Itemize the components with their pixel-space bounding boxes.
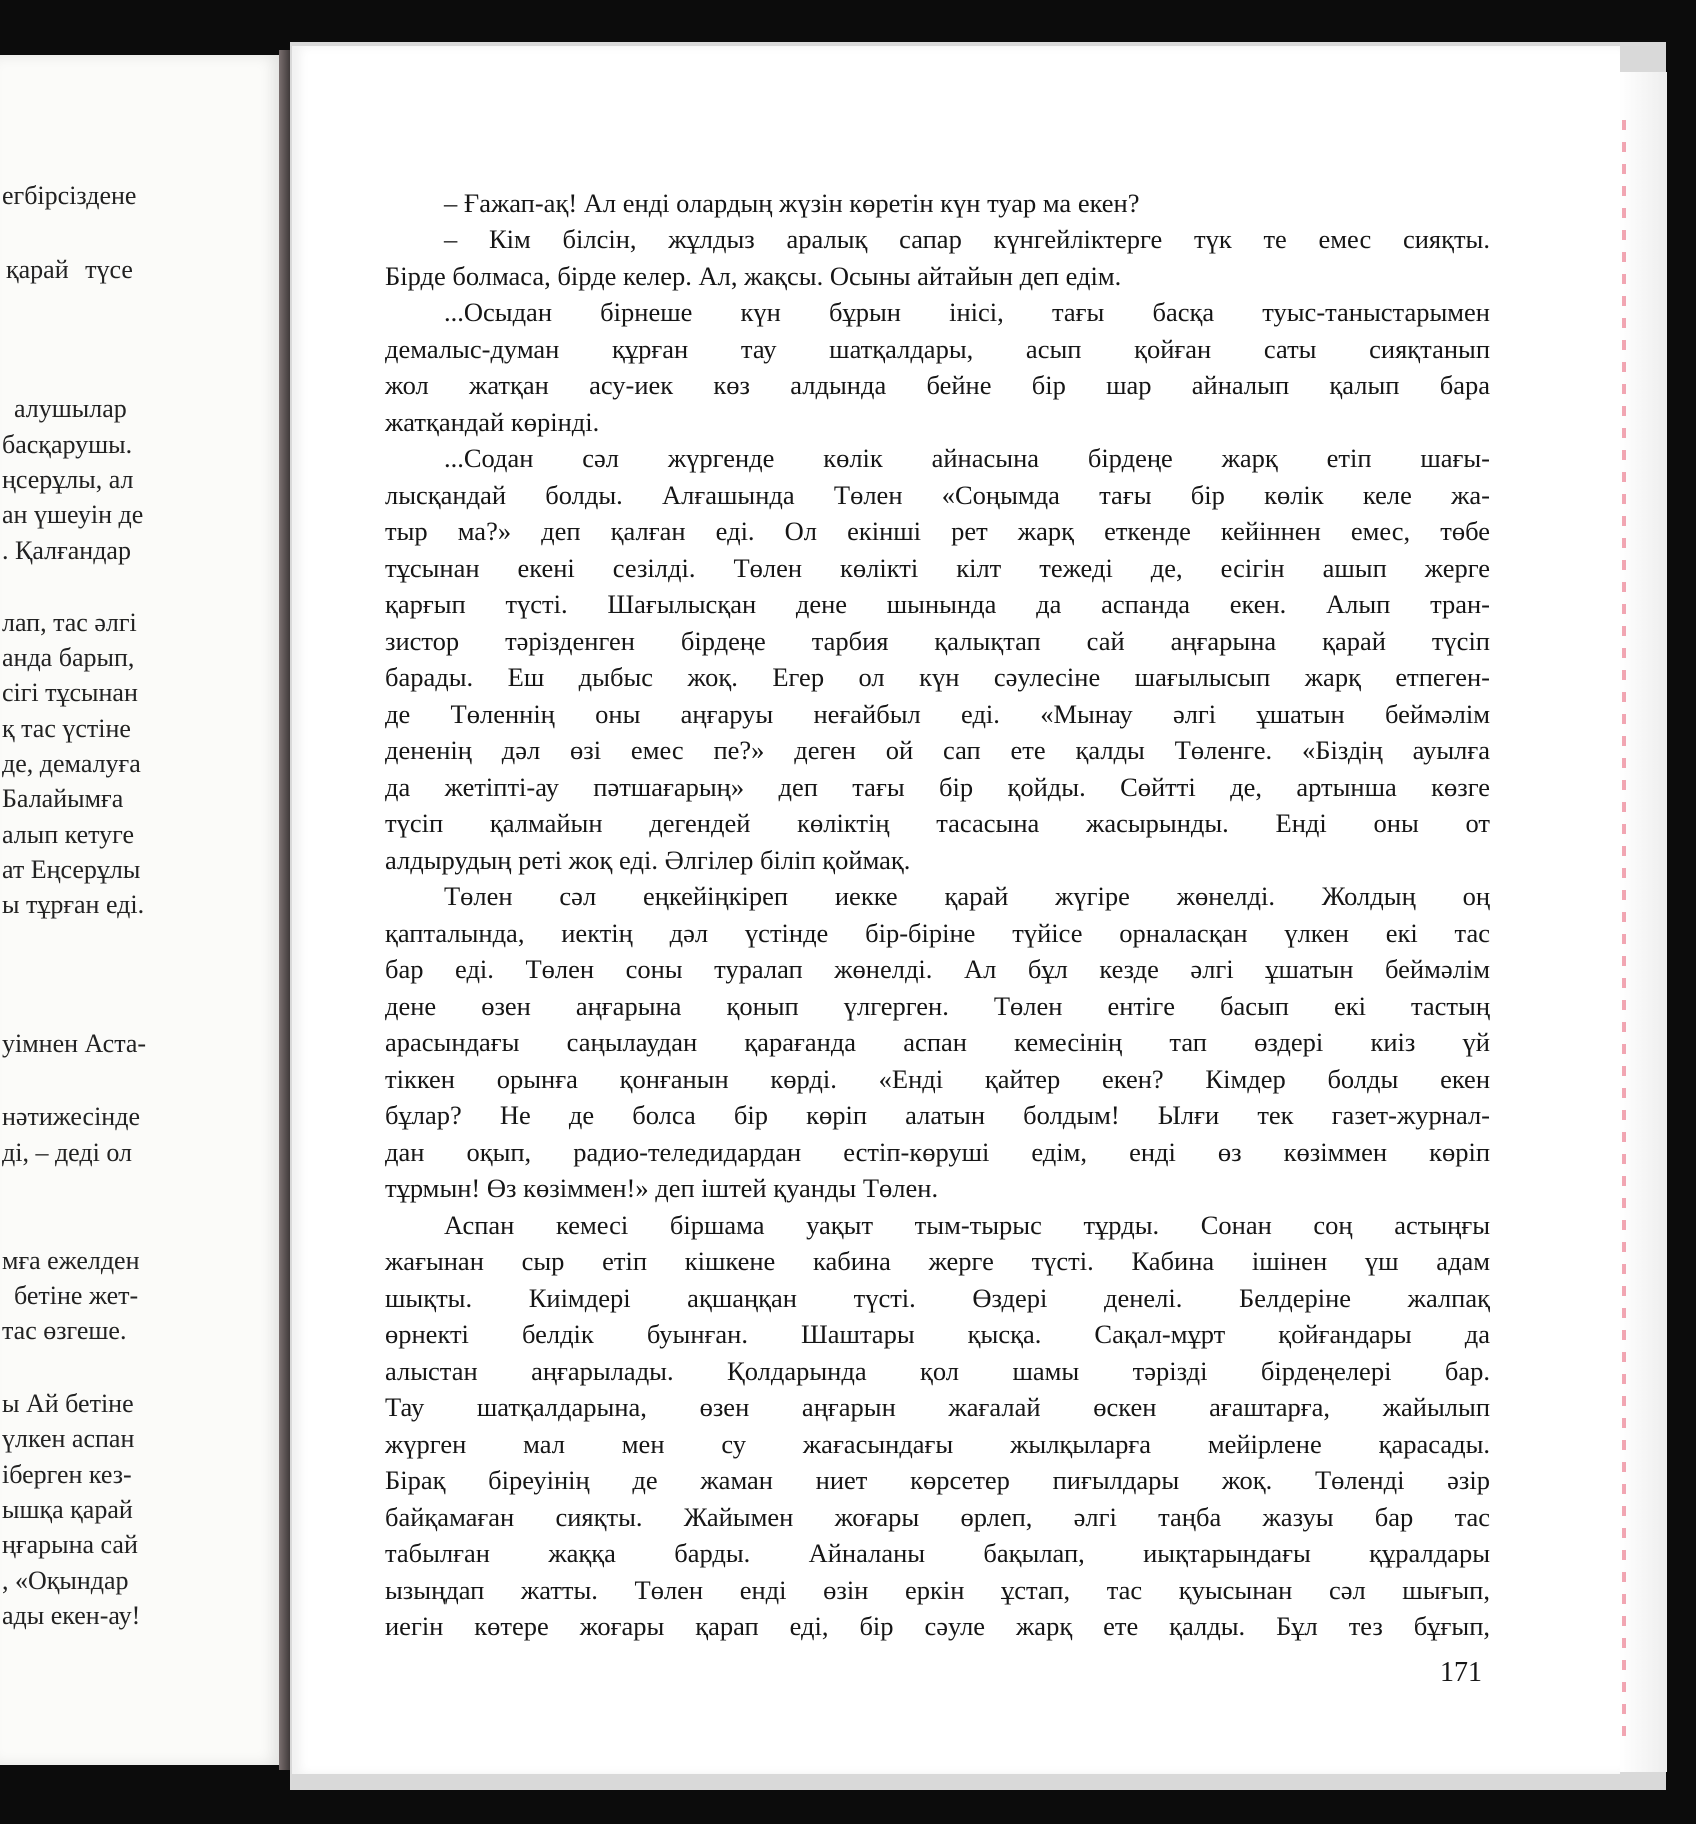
- left-line: ді, – деді ол: [2, 1138, 132, 1167]
- left-line: де, демалуға: [2, 749, 141, 778]
- body-line: қарғып түсті. Шағылысқан дене шынында да аспанда екен. Алып тран-: [385, 589, 1490, 619]
- left-line: анда барып,: [2, 643, 135, 672]
- body-line: демалыс-думан құрған тау шатқалдары, асып қойған саты сияқтанып: [385, 334, 1490, 364]
- body-line: – Ғажап-ақ! Ал енді олардың жүзін көретін күн туар ма екен?: [444, 188, 1140, 218]
- body-line: Бірақ біреуінің де жаман ниет көрсетер пиғылдары жоқ. Төленді әзір: [385, 1465, 1490, 1495]
- left-line: ан үшеуін де: [2, 500, 144, 529]
- body-line: жол жатқан асу-иек көз алдында бейне бір шар айналып қалып бара: [385, 370, 1490, 400]
- left-line: ы тұрған еді.: [2, 890, 145, 919]
- left-line: . Қалғандар: [2, 536, 131, 565]
- body-line: Аспан кемесі біршама уақыт тым-тырыс тұрды. Сонан соң астыңғы: [444, 1210, 1490, 1240]
- left-line: уімнен Аста-: [2, 1029, 147, 1058]
- body-line: алыстан аңғарылады. Қолдарында қол шамы тәрізді бірдеңелері бар.: [385, 1356, 1490, 1386]
- body-line: Бірде болмаса, бірде келер. Ал, жақсы. Осыны айтайын деп едім.: [385, 261, 1122, 291]
- left-line: , «Оқындар: [2, 1566, 129, 1595]
- body-line: иегін көтере жоғары қарап еді, бір сәуле жарқ ете қалды. Бұл тез бұғып,: [385, 1611, 1490, 1641]
- body-line: Төлен сәл еңкейіңкіреп иекке қарай жүгіре жөнелді. Жолдың оң: [444, 881, 1490, 911]
- left-line: ңсерұлы, ал: [2, 465, 134, 494]
- left-line: нәтижесінде: [2, 1102, 140, 1131]
- left-line: басқарушы.: [2, 430, 133, 459]
- left-line: алып кетуге: [2, 820, 135, 849]
- left-line: іберген кез-: [2, 1460, 132, 1489]
- left-line: лап, тас әлгі: [2, 608, 137, 637]
- body-line: зистор тәрізденген бірдеңе тарбия қалықтап сай аңғарына қарай түсіп: [385, 626, 1490, 656]
- left-line: қ тас үстіне: [2, 714, 131, 743]
- body-line: ...Осыдан бірнеше күн бұрын інісі, тағы басқа туыс-таныстарымен: [444, 297, 1490, 327]
- body-line: арасындағы саңылаудан қарағанда аспан кемесінің тап өздері киіз үй: [385, 1027, 1490, 1057]
- body-line: бар еді. Төлен соны туралап жөнелді. Ал бұл кезде әлгі ұшатын беймәлім: [385, 954, 1490, 984]
- cover-red-edge: [1622, 120, 1626, 1740]
- body-line: – Кім білсін, жұлдыз аралық сапар күнгейліктерге түк те емес сияқты.: [444, 224, 1490, 254]
- left-line: ат Еңсерұлы: [2, 855, 141, 884]
- body-line: да жетіпті-ау пәтшағарың» деп тағы бір қойды. Сөйтті де, артынша көзге: [385, 772, 1490, 802]
- left-line: үлкен аспан: [2, 1424, 135, 1453]
- left-line: қарай түсе: [6, 255, 133, 284]
- body-line: жағынан сыр етіп кішкене кабина жерге түсті. Кабина ішінен үш адам: [385, 1246, 1490, 1276]
- left-line: алушылар: [14, 394, 127, 423]
- body-line: тыр ма?» деп қалған еді. Ол екінші рет жарқ еткенде кейіннен емес, төбе: [385, 516, 1490, 546]
- body-line: жатқандай көрінді.: [385, 407, 600, 437]
- left-line: тас өзгеше.: [2, 1316, 127, 1345]
- body-line: Тау шатқалдарына, өзен аңғарын жағалай өскен ағаштарға, жайылып: [385, 1392, 1490, 1422]
- body-line: дене өзен аңғарына қонып үлгерген. Төлен ентігe басып екі тастың: [385, 991, 1490, 1021]
- body-line: тұсынан екені сезілді. Төлен көлікті кілт тежеді де, есігін ашып жерге: [385, 553, 1490, 583]
- body-line: өрнекті белдік буынған. Шаштары қысқа. Сақал-мұрт қойғандары да: [385, 1319, 1490, 1349]
- body-line: тіккен орынға қонғанын көрді. «Енді қайтер екен? Кімдер болды екен: [385, 1064, 1490, 1094]
- body-line: ...Содан сәл жүргенде көлік айнасына бірдеңе жарқ етіп шағы-: [444, 443, 1490, 473]
- body-line: ызыңдап жатты. Төлен енді өзін еркін ұстап, тас қуысынан сәл шығып,: [385, 1575, 1490, 1605]
- body-line: лысқандай болды. Алғашында Төлен «Соңымда тағы бір көлік келе жа-: [385, 480, 1490, 510]
- body-line: қапталында, иектің дәл үстінде бір-біріне түйісе орналасқан үлкен екі тас: [385, 918, 1490, 948]
- left-line: мға ежелден: [2, 1246, 140, 1275]
- body-line: де Төленнің оны аңғаруы неғайбыл еді. «Мынау әлгі ұшатын беймәлім: [385, 699, 1490, 729]
- body-line: алдырудың реті жоқ еді. Әлгілер біліп қоймақ.: [385, 845, 911, 875]
- left-line: ады екен-ау!: [2, 1601, 141, 1630]
- body-line: жүрген мал мен су жағасындағы жылқыларға мейірлене қарасады.: [385, 1429, 1490, 1459]
- left-line: сігі тұсынан: [2, 678, 138, 707]
- page-number: 171: [1440, 1657, 1482, 1688]
- body-line: тұрмын! Өз көзіммен!» деп іштей қуанды Төлен.: [385, 1173, 939, 1203]
- body-line: барады. Еш дыбыс жоқ. Егер ол күн сәулесіне шағылысып жарқ етпеген-: [385, 662, 1490, 692]
- body-line: шықты. Киімдері ақшаңқан түсті. Өздері денелі. Белдеріне жалпақ: [385, 1283, 1490, 1313]
- left-line: егбірсіздене: [2, 181, 137, 210]
- body-line: байқамаған сияқты. Жайымен жоғары өрлеп, әлгі таңба жазуы бар тас: [385, 1502, 1490, 1532]
- body-line: табылған жаққа барды. Айналаны бақылап, иықтарындағы құралдары: [385, 1538, 1490, 1568]
- body-line: бұлар? Не де болса бір көріп алатын болдым! Ылғи тек газет-журнал-: [385, 1100, 1490, 1130]
- body-line: дан оқып, радио-теледидардан естіп-көруші едім, енді өз көзіммен көріп: [385, 1137, 1490, 1167]
- left-line: Балайымға: [2, 784, 124, 813]
- body-line: дененің дәл өзі емес пе?» деген ой сап ете қалды Төленге. «Біздің ауылға: [385, 735, 1490, 765]
- left-line: ышқа қарай: [2, 1495, 133, 1524]
- left-line: ңғарына сай: [2, 1530, 138, 1559]
- left-line: ы Ай бетіне: [2, 1389, 134, 1418]
- left-line: бетіне жет-: [14, 1281, 139, 1310]
- body-line: түсіп қалмайын дегендей көліктің тасасына жасырынды. Енді оны от: [385, 808, 1490, 838]
